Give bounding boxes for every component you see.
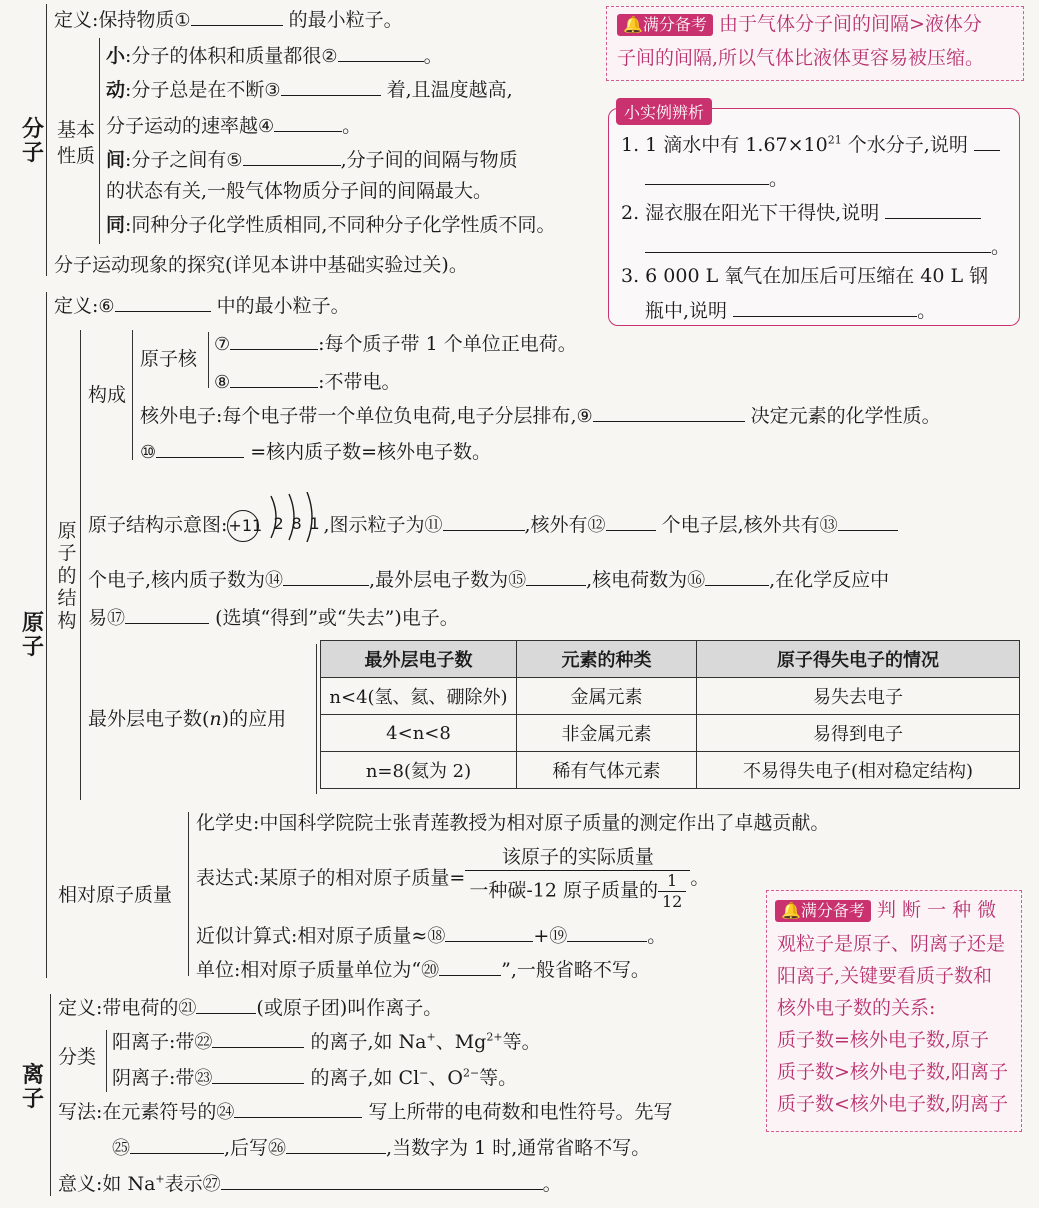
ion-writing-cont: ㉕ ,后写㉖ ,当数字为 1 时,通常省略不写。 (112, 1134, 650, 1161)
example-1: 1. 1 滴水中有 $1.67\times 10^{21}$ 个水分子,说明 (621, 131, 1000, 158)
example-1-cont: 。 (645, 165, 788, 192)
ion-definition: 定义:带电荷的㉑ (或原子团)叫作离子。 (58, 994, 442, 1021)
anion-line: 阴离子:带㉓ 的离子,如 Cl−、$O^{2-}$等。 (112, 1064, 517, 1091)
structure-line-2: 个电子,核内质子数为⑭ ,最外层电子数为⑮ ,核电荷数为⑯ ,在化学反应中 (88, 566, 889, 593)
table-row (321, 715, 1020, 752)
table-header: 元素的种类 (517, 641, 697, 678)
table-cell: n<4(氢、氦、硼除外) (321, 678, 517, 715)
shell-1-count: 2 (273, 514, 284, 533)
outer-electron-table (320, 640, 1020, 789)
table-row (321, 752, 1020, 789)
brace-classification (106, 1030, 107, 1092)
molecule-motion-explore: 分子运动现象的探究(详见本讲中基础实验过关)。 (54, 254, 468, 276)
table-header: 原子得失电子的情况 (697, 641, 1020, 678)
electron-line: 核外电子:每个电子带一个单位负电荷,电子分层排布,⑨ 决定元素的化学性质。 (140, 402, 941, 429)
neutron-line: ⑧ :不带电。 (214, 368, 401, 395)
property-same: 同:同种分子化学性质相同,不同种分子化学性质不同。 (106, 214, 556, 236)
table-cell: 非金属元素 (517, 715, 697, 752)
brace-ion (50, 994, 51, 1196)
example-3: 3. 6 000 L 氧气在加压后可压缩在 40 L 钢 (621, 265, 989, 287)
tip-line-1: 🔔满分备考 由于气体分子间的间隔>液体分 (617, 13, 982, 37)
structure-diagram-line: 原子结构示意图:+11 2 8 1 ,图示粒子为⑪ ,核外有⑫ 个电子层,核外共有⑬ (88, 506, 898, 546)
property-gap: 间:分子之间有⑤ ,分子间的间隔与物质 (106, 146, 518, 173)
table-cell: 稀有气体元素 (517, 752, 697, 789)
table-cell: 易失去电子 (697, 678, 1020, 715)
chem-history: 化学史:中国科学院院士张青莲教授为相对原子质量的测定作出了卓越贡献。 (196, 812, 830, 834)
nucleus-label: 原子核 (140, 348, 198, 370)
atom-structure-label: 原子的结构 (57, 520, 77, 632)
molecule-definition: 定义:保持物质① 的最小粒子。 (54, 6, 403, 33)
example-2: 2. 湿衣服在阳光下干得快,说明 (621, 199, 981, 226)
tip2-line-4: 核外电子数的关系: (777, 997, 936, 1019)
tip2-line-3: 阳离子,关键要看质子数和 (777, 965, 993, 987)
nucleus-circle: +11 (227, 510, 259, 542)
ram-expression: 表达式:某原子的相对原子质量= 该原子的实际质量 一种碳-12 原子质量的 $\frac{1}{12}$ 。 (196, 846, 710, 911)
property-gap-cont: 的状态有关,一般气体物质分子间的间隔最大。 (106, 180, 493, 202)
tip-tag: 🔔满分备考 (617, 14, 713, 36)
bell-icon: 🔔 (781, 901, 801, 920)
brace-properties (99, 38, 100, 244)
outer-electron-application-label: 最外层电子数(n)的应用 (88, 708, 287, 730)
tip-box-gas (606, 6, 1024, 81)
atom-definition: 定义:⑥ 中的最小粒子。 (54, 292, 350, 319)
brace-structure (80, 330, 81, 800)
electron-shells (265, 506, 323, 546)
section-title-molecule: 分子 (21, 117, 44, 167)
table-cell: n=8(氦为 2) (321, 752, 517, 789)
shell-3-count: 1 (309, 514, 320, 533)
table-cell: 易得到电子 (697, 715, 1020, 752)
table-header-row (321, 641, 1020, 678)
composition-label: 构成 (88, 384, 127, 406)
brace-nucleus (208, 332, 209, 388)
ion-meaning: 意义:如 Na+表示㉗ 。 (58, 1170, 562, 1197)
tip2-line-5: 质子数=核外电子数,原子 (777, 1029, 989, 1051)
table-cell: 4<n<8 (321, 715, 517, 752)
brace-molecule (46, 4, 47, 276)
cation-line: 阳离子:带㉒ 的离子,如 Na+、$Mg^{2+}$等。 (112, 1028, 541, 1055)
brace-table (316, 644, 317, 794)
table-header: 最外层电子数 (321, 641, 517, 678)
table-cell: 不易得失电子(相对稳定结构) (697, 752, 1020, 789)
examples-box (608, 108, 1020, 326)
tip2-tag: 🔔满分备考 (775, 900, 871, 922)
section-title-atom: 原子 (21, 611, 44, 661)
example-2-cont: 。 (645, 233, 1010, 260)
tip2-line-6: 质子数>核外电子数,阳离子 (777, 1061, 1008, 1083)
bell-icon: 🔔 (623, 15, 643, 34)
structure-line-3: 易⑰ (选填“得到”或“失去”)电子。 (88, 604, 459, 631)
property-motion-cont: 分子运动的速率越④ 。 (106, 112, 361, 139)
table-cell: 金属元素 (517, 678, 697, 715)
property-motion: 动:分子总是在不断③ 着,且温度越高, (106, 76, 513, 103)
relative-atomic-mass-label: 相对原子质量 (58, 884, 173, 906)
property-small: 小:分子的体积和质量都很② 。 (106, 42, 443, 69)
ram-unit: 单位:相对原子质量单位为“⑳ ”,一般省略不写。 (196, 956, 650, 983)
tip-box-ion (766, 890, 1022, 1132)
tip-line-2: 子间的间隔,所以气体比液体更容易被压缩。 (617, 47, 985, 69)
equality-line: ⑩ =核内质子数=核外电子数。 (140, 438, 491, 465)
ion-classification-label: 分类 (58, 1046, 97, 1068)
examples-tab: 小实例辨析 (616, 98, 712, 125)
example-3-cont: 瓶中,说明 。 (645, 297, 936, 324)
proton-line: ⑦ :每个质子带 1 个单位正电荷。 (214, 330, 577, 357)
table-row (321, 678, 1020, 715)
tip2-line-7: 质子数<核外电子数,阴离子 (777, 1093, 1008, 1115)
tip2-line-2: 观粒子是原子、阴离子还是 (777, 933, 1006, 955)
brace-atom (46, 292, 47, 978)
brace-ram (188, 812, 189, 976)
ram-approx: 近似计算式:相对原子质量≈⑱ +⑲ 。 (196, 922, 666, 949)
section-title-ion: 离子 (21, 1063, 44, 1113)
ion-writing: 写法:在元素符号的㉔ 写上所带的电荷数和电性符号。先写 (58, 1098, 672, 1125)
basic-properties-label: 基本性质 (56, 119, 95, 167)
tip2-line-1: 🔔满分备考 判 断 一 种 微 (775, 899, 996, 923)
brace-composition (132, 330, 133, 460)
shell-2-count: 8 (291, 514, 302, 533)
ram-fraction: 该原子的实际质量 一种碳-12 原子质量的 $\frac{1}{12}$ (465, 846, 690, 912)
